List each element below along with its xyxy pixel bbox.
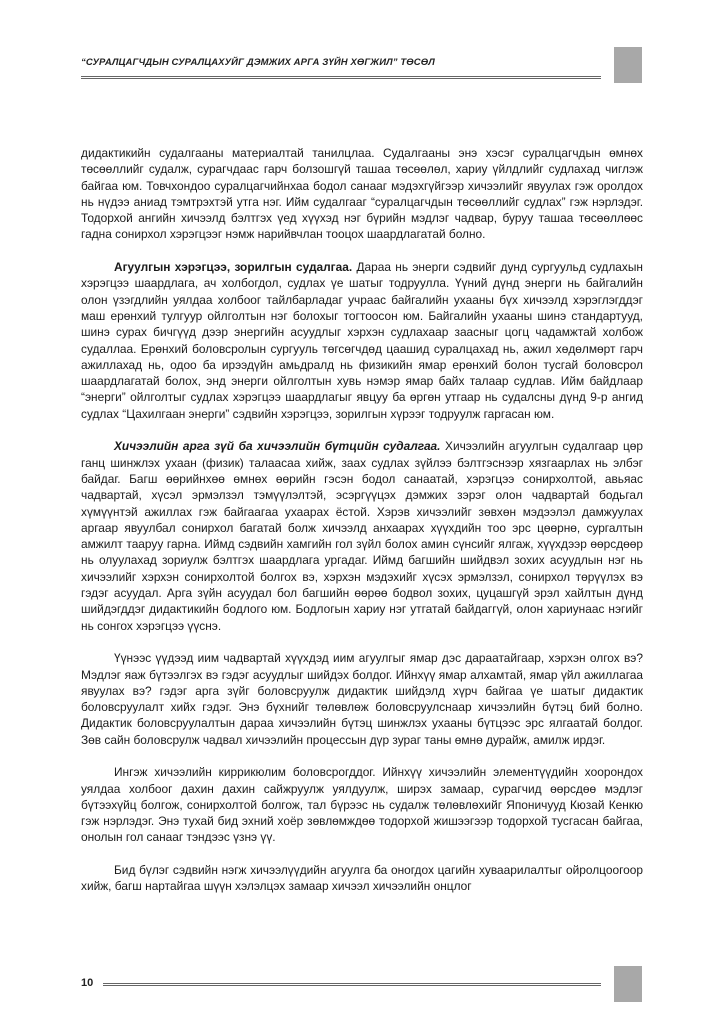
paragraph-3 bbox=[81, 438, 643, 634]
paragraph-5: Ингэж хичээлийн киррикюлим боловсрогддог. Ийнхүү хичээлийн элементүүдийн хоорондох уялдаа холбоог дахин дахин сайжруулж уялдуулж, ширэх замаар, сурагчид өөрсдөө мэдлэг бүтээхүйц болгож, сонирхолтой болгож, тал бүрээс нь судалж төлөвлөхийг Японичууд Кюзай Кенкю гэж нэрлэдэг. Энэ тухай бид эхний хоёр зөвлөмждөө тодорхой жишээгээр тодорхой тусгасан байгаа, онолын гол санааг тэндээс үзнэ үү. bbox=[81, 765, 643, 845]
running-header-title: “СУРАЛЦАГЧДЫН СУРАЛЦАХУЙГ ДЭМЖИХ АРГА ЗҮЙН ХӨГЖИЛ” ТӨСӨЛ bbox=[81, 57, 435, 68]
paragraph-1: дидактикийн судалгааны материалтай танилцлаа. Судалгааны энэ хэсэг суралцагчдын өмнөх төсөөллийг судалж, сурагчдаас гарч болзошгүй ташаа төсөөлөл, хариу үйлдлийг судлахад чиглэж байгаа юм. Товчхондоо суралцагчийнхаа бодол санааг мэдэхгүйгээр хичээлийг явуулах гэж оролдох нь нүдээ аниад тэмтрэхтэй утга нэг. Ийм судалгааг “суралцагчдын төсөөллийг судлах” гэж нэрлэдэг. Тодорхой ангийн хичээлд бэлтгэх үед хүүхэд нэг бүрийн мэдлэг чадвар, буруу ташаа төсөөллөөс гадна сонирхол хэрэгцээг нэмж нарийвчлан тооцох шаардлагатай болно. bbox=[81, 146, 643, 242]
paragraph-2-heading: Агуулгын хэрэгцээ, зорилгын судалгаа. bbox=[114, 260, 353, 275]
footer-corner-block bbox=[614, 966, 642, 1002]
footer-divider bbox=[103, 983, 601, 986]
paragraph-3-heading: Хичээлийн арга зүй ба хичээлийн бүтцийн судалгаа. bbox=[114, 439, 441, 454]
paragraph-6: Бид бүлэг сэдвийн нэгж хичээлүүдийн агуулга ба оногдох цагийн хуваарилалтыг ойролцоогоор хийж, багш нартайгаа шүүн хэлэлцэх замаар хичээл хичээлийн онцлог bbox=[81, 863, 643, 894]
header-corner-block bbox=[614, 47, 642, 83]
paragraph-2-text: Дараа нь энерги сэдвийг дунд сургуульд судлахын хэрэгцээ шаардлага, ач холбогдол, судлах үе шатыг тодруулла. Үүний дүнд энерги нь байгалийн олон үзэгдлийн уялдаа холбоог тайлбарладаг учраас байгалийн ухааны бүх хичээлд хэрэглэгддэг маш ерөнхий тулгуур ойлголтын нэг болохыг тогтоосон юм. Байгалийн ухааны шинэ стандартууд, шинэ сурах бичгүүд дээр энергийн асуудлыг хэрхэн судлахаар заасныг цогц чадамжтай холбож судаллаа. Ерөнхий боловсролын сургууль төгсөгчдөд цаашид суралцахад нь, ажил хөдөлмөрт гарч ажиллахад нь, одоо ба ирээдүйн амьдралд нь физикийн ямар ерөнхий болон тусгай боловсрол шаардлагатай болох, энд энерги ойлголтын хувь нэмэр ямар байх талаар судлав. Ийм байдлаар “энерги” ойлголтыг судлах хэрэгцээ шаардлагыг явцуу ба өргөн утгаар нь судалсны дүнд 9-р ангид судлах “Цахилгаан энерги” сэдвийн хэрэгцээ, зорилгын хүрээг тодруулж гаргасан юм. bbox=[81, 260, 643, 421]
paragraph-4: Үүнээс үүдээд иим чадвартай хүүхдэд иим агуулгыг ямар дэс дараатайгаар, хэрхэн олгох вэ? Мэдлэг яаж бүтээлгэх вэ гэдэг асуудлыг шийдэх болдог. Ийнхүү ямар алхамтай, ямар үйл ажиллагаа явуулах вэ? гэдэг арга зүйг боловсруулж дидактик шийдэлд хүрч байгаа үе шатыг дидактик боловсруулалт хийх гэдэг. Энэ бүхнийг төлөвлөж боловсруулснаар хичээлийн бүтэц бий болно. Дидактик боловсруулалтын дараа хичээлийн бүтэц шинжлэх ухааны бүтцээс эрс ялгаатай болдог. Зөв сайн боловсрулж чадвал хичээлийн процессын дүр зураг таны өмнө дурайж, амилж ирдэг. bbox=[81, 651, 643, 747]
paragraph-3-text: Хичээлийн агуулгын судалгаар цөр ганц шинжлэх ухаан (физик) талаасаа хийж, заах судлах зүйлээ бэлтгэснээр хязгаарлах нь элбэг байдаг. Багш өөрийнхөө өмнөх өөрийн гэсэн бодол санаатай, хэрэгцээ сонирхолтой, авьяас чадвартай, хүсэл эрмэлзэл тэмүүлэлтэй, эсэргүүцэх дэмжих зэрэг олон чадвартай бодьгал хүмүүнтэй ажиллах гэж байгаагаа ухаарах ёстой. Хэрэв хичээлийг зөвхөн мэдээлэл дамжуулах аргаар явуулбал сонирхол багатай болж хичээлд анхаарах хүүхдийн тоо эрс цөөрнө, сургалтын амжилт тааруу гарна. Иймд сэдвийн хамгийн гол зүйл болох амин сүнсийг ялгаж, хүүхдээр өөрсдөөр нь олуулахад зориулж бэлтгэх шаардлага ургадаг. Иймд багшийн шийдвэл зохих асуудлын нэг нь хичээлийг хэрхэн сонирхолтой болгох вэ, хэрхэн мэдэхийг хүсэх эрмэлзэл, сонирхол төрүүлэх вэ гэдэг асуудал. Арга зүйн асуудал бол багшийн өөрөө бодвол зохих, цуцашгүй эрэл хайлтын дүнд шийдэгддэг дидактикийн бодлого юм. Бодлогын хариу нэг утгатай байдаггүй, олон хариунаас нэгийг нь сонгох хэрэгцээ үүснэ. bbox=[81, 439, 643, 633]
page-number: 10 bbox=[81, 977, 94, 989]
page-body bbox=[81, 145, 643, 911]
header-divider bbox=[81, 76, 601, 79]
paragraph-2 bbox=[81, 259, 643, 422]
